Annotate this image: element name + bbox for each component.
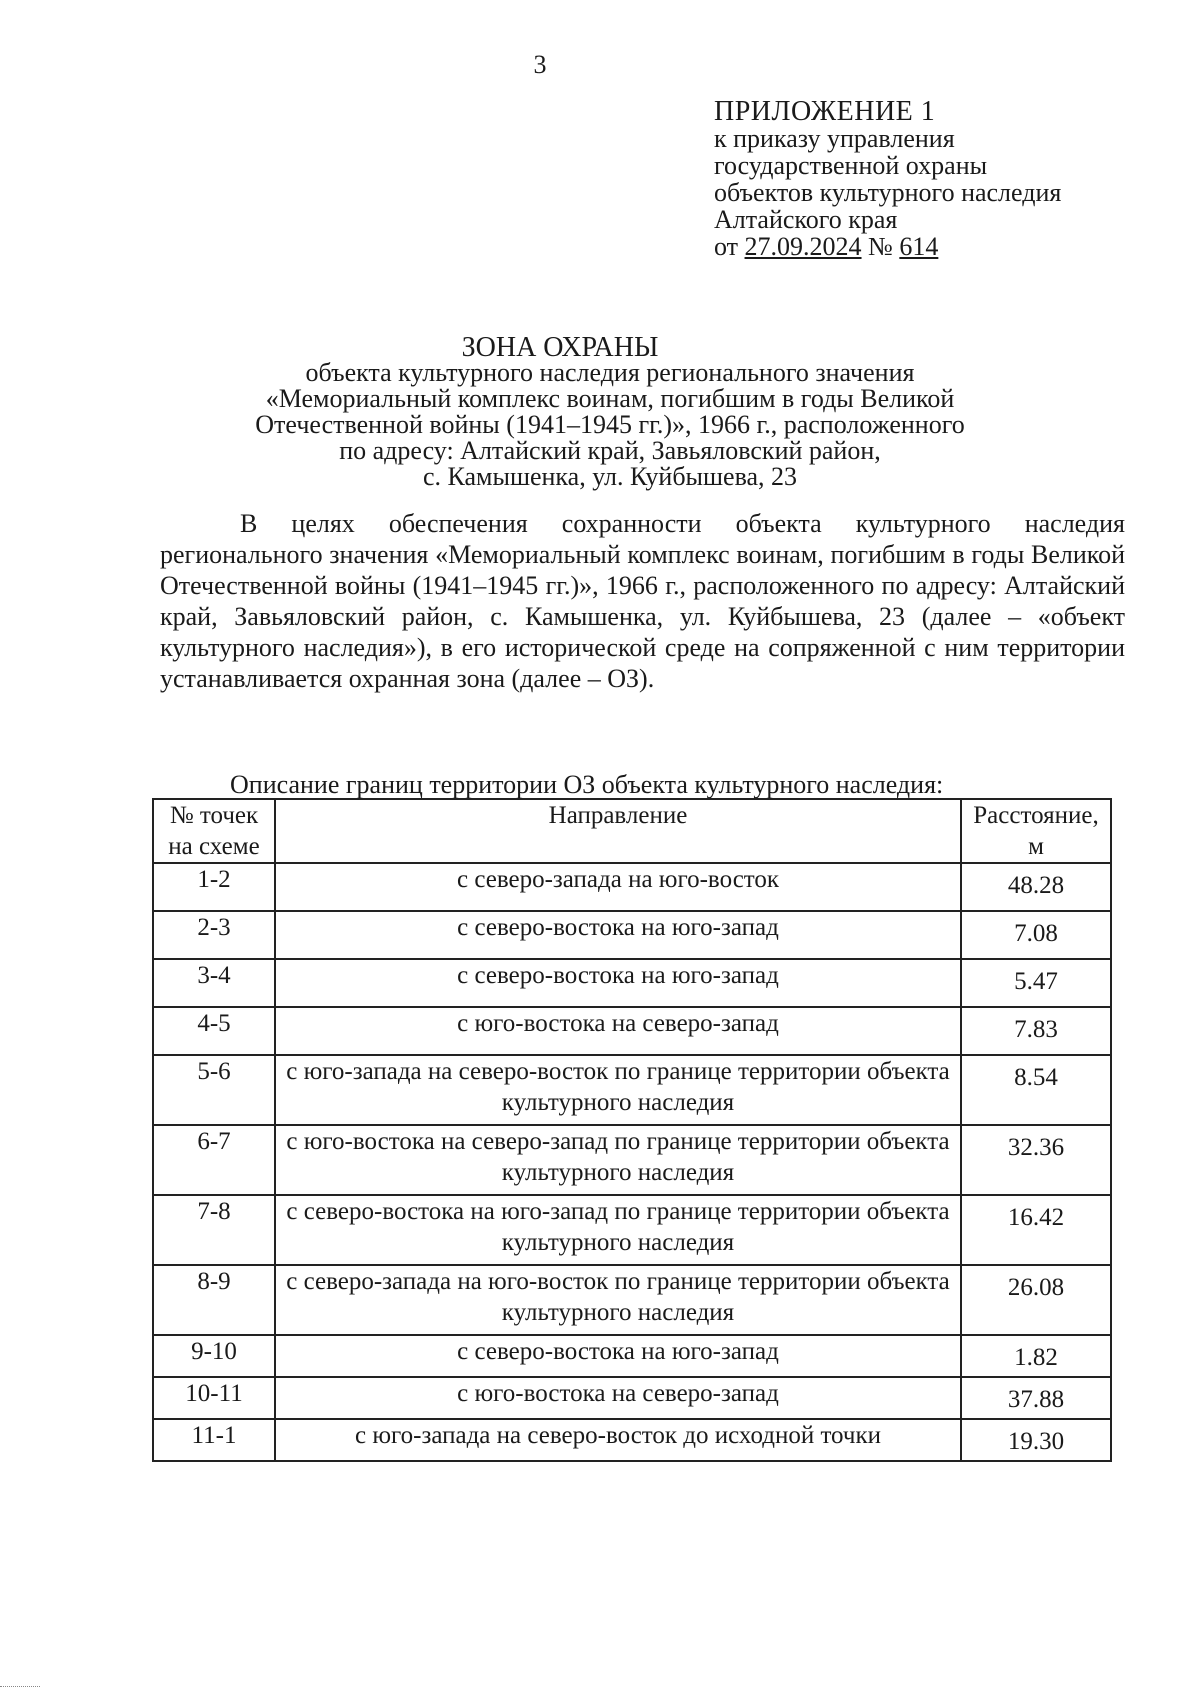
- table-row: [153, 1195, 1111, 1265]
- cell-distance: 26.08: [961, 1265, 1111, 1335]
- zone-subtitle-line: Отечественной войны (1941–1945 гг.)», 1966 г., расположенного: [255, 410, 965, 439]
- cell-distance: 8.54: [961, 1055, 1111, 1125]
- table-caption: Описание границ территории ОЗ объекта культурного наследия:: [230, 770, 944, 799]
- table-row: [153, 863, 1111, 911]
- boundaries-table: [152, 798, 1112, 1462]
- scan-footer-mark: [0, 1686, 40, 1690]
- cell-direction: с северо-востока на юго-запад: [275, 911, 961, 959]
- table-row: [153, 1125, 1111, 1195]
- appendix-date-line: [714, 233, 1061, 260]
- table-row: [153, 1419, 1111, 1461]
- table-row: [153, 1265, 1111, 1335]
- cell-direction: с северо-востока на юго-запад по границе территории объекта культурного наследия: [275, 1195, 961, 1265]
- cell-point: 1-2: [153, 863, 275, 911]
- appendix-line: государственной охраны: [714, 151, 988, 180]
- cell-point: 2-3: [153, 911, 275, 959]
- zone-subtitle-line: по адресу: Алтайский край, Завьяловский район,: [339, 436, 881, 465]
- appendix-title: ПРИЛОЖЕНИЕ 1: [714, 96, 936, 127]
- appendix-block: [714, 98, 1061, 260]
- body-paragraph: В целях обеспечения сохранности объекта культурного наследия регионального значения «Мемориальный комплекс воинам, погибшим в годы Великой Отечественной войны (1941–1945 гг.)», 1966 г., расположенного по адресу: Алтайский край, Завьяловский район, с. Камышенка, ул. Куйбышева, 23 (далее – «объект культурного наследия»), в его исторической среде на сопряженной с ним территории устанавливается охранная зона (далее – ОЗ).: [160, 509, 1125, 693]
- cell-direction: с юго-востока на северо-запад по границе территории объекта культурного наследия: [275, 1125, 961, 1195]
- zone-subtitle: [150, 360, 1070, 490]
- header-direction: Направление: [275, 799, 961, 863]
- cell-distance: 7.08: [961, 911, 1111, 959]
- table-row: [153, 959, 1111, 1007]
- appendix-line: объектов культурного наследия: [714, 178, 1062, 207]
- table-row: [153, 1007, 1111, 1055]
- table-header-row: [153, 799, 1111, 863]
- cell-direction: с юго-запада на северо-восток по границе территории объекта культурного наследия: [275, 1055, 961, 1125]
- cell-direction: с юго-запада на северо-восток до исходной точки: [275, 1419, 961, 1461]
- cell-point: 8-9: [153, 1265, 275, 1335]
- cell-point: 9-10: [153, 1335, 275, 1377]
- appendix-line: к приказу управления: [714, 124, 955, 153]
- cell-direction: с северо-запада на юго-восток по границе территории объекта культурного наследия: [275, 1265, 961, 1335]
- cell-distance: 1.82: [961, 1335, 1111, 1377]
- cell-point: 7-8: [153, 1195, 275, 1265]
- table-row: [153, 1055, 1111, 1125]
- cell-point: 6-7: [153, 1125, 275, 1195]
- page-number: 3: [533, 50, 547, 79]
- table-row: [153, 1377, 1111, 1419]
- cell-direction: с северо-востока на юго-запад: [275, 959, 961, 1007]
- cell-direction: с северо-запада на юго-восток: [275, 863, 961, 911]
- header-point: № точек на схеме: [153, 799, 275, 863]
- cell-distance: 48.28: [961, 863, 1111, 911]
- cell-point: 5-6: [153, 1055, 275, 1125]
- cell-point: 10-11: [153, 1377, 275, 1419]
- cell-distance: 5.47: [961, 959, 1111, 1007]
- zone-subtitle-line: «Мемориальный комплекс воинам, погибшим в годы Великой: [265, 384, 955, 413]
- zone-subtitle-line: объекта культурного наследия регионального значения: [305, 358, 915, 387]
- order-date: 27.09.2024: [744, 232, 862, 261]
- header-distance: Расстояние, м: [961, 799, 1111, 863]
- order-number: 614: [899, 232, 939, 261]
- zone-title: ЗОНА ОХРАНЫ: [461, 332, 659, 363]
- cell-point: 11-1: [153, 1419, 275, 1461]
- cell-direction: с юго-востока на северо-запад: [275, 1007, 961, 1055]
- cell-distance: 7.83: [961, 1007, 1111, 1055]
- cell-distance: 37.88: [961, 1377, 1111, 1419]
- date-prefix: от: [714, 232, 739, 261]
- appendix-line: Алтайского края: [714, 205, 898, 234]
- cell-direction: с юго-востока на северо-запад: [275, 1377, 961, 1419]
- table-row: [153, 1335, 1111, 1377]
- cell-distance: 32.36: [961, 1125, 1111, 1195]
- table-row: [153, 911, 1111, 959]
- number-sign: №: [868, 232, 893, 261]
- cell-distance: 16.42: [961, 1195, 1111, 1265]
- zone-subtitle-line: с. Камышенка, ул. Куйбышева, 23: [422, 462, 798, 491]
- cell-direction: с северо-востока на юго-запад: [275, 1335, 961, 1377]
- cell-point: 4-5: [153, 1007, 275, 1055]
- cell-point: 3-4: [153, 959, 275, 1007]
- cell-distance: 19.30: [961, 1419, 1111, 1461]
